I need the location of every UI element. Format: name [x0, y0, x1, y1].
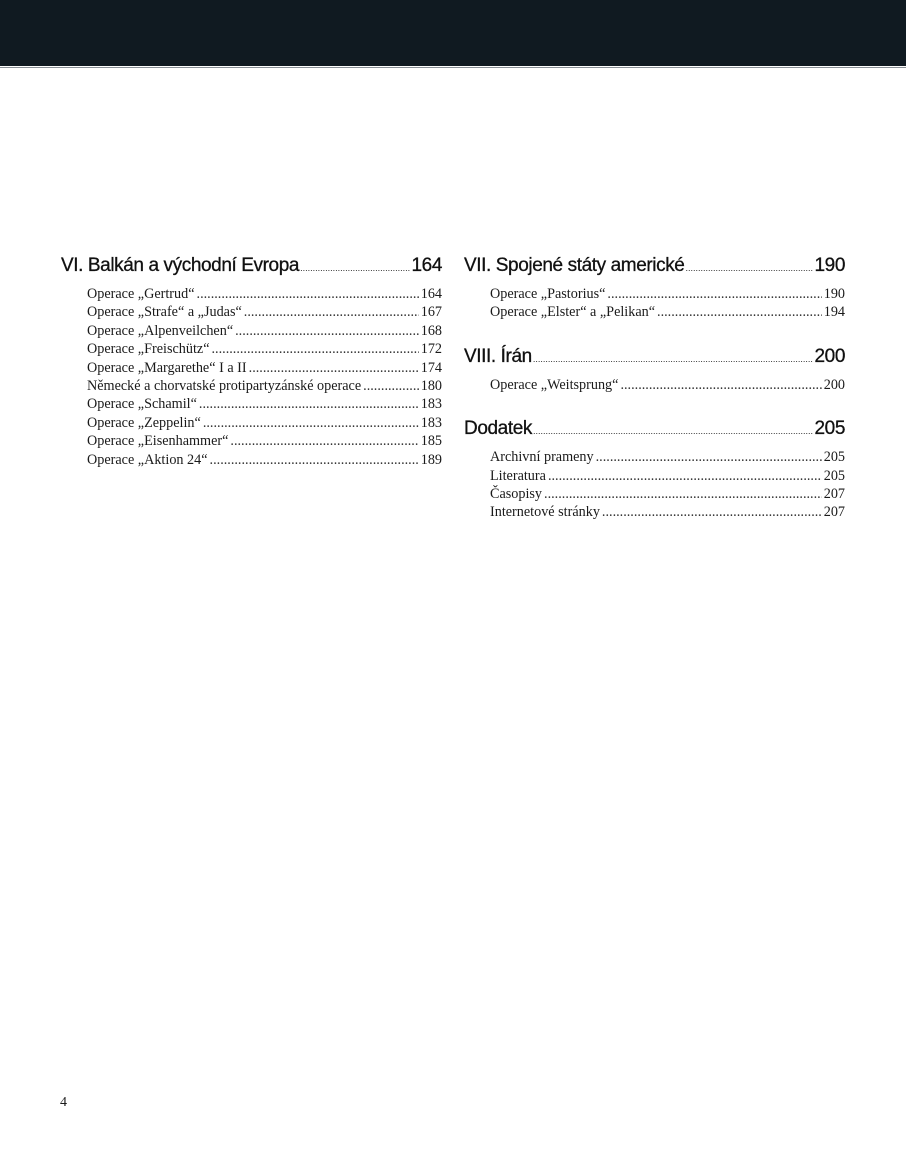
entry-page-number: 168 [420, 322, 442, 339]
toc-entry[interactable] [87, 395, 442, 413]
toc-section [464, 345, 845, 394]
entry-list [61, 285, 442, 469]
dot-leader [607, 285, 821, 303]
section-heading[interactable] [464, 345, 845, 371]
toc-entry[interactable] [490, 285, 845, 303]
entry-title: Časopisy [490, 486, 543, 503]
entry-title: Operace „Zeppelin“ [87, 414, 201, 431]
toc-entry[interactable] [490, 303, 845, 321]
dot-leader [620, 376, 821, 394]
toc-entry[interactable] [87, 451, 442, 469]
entry-list [464, 448, 845, 522]
dot-leader [203, 414, 419, 432]
dot-leader [212, 340, 419, 358]
dot-leader [533, 347, 814, 371]
section-title: Dodatek [464, 418, 532, 440]
toc-entry[interactable] [490, 485, 845, 503]
entry-page-number: 189 [420, 451, 442, 468]
entry-page-number: 180 [420, 378, 442, 395]
toc-entry[interactable] [87, 414, 442, 432]
toc-entry[interactable] [490, 467, 845, 485]
entry-page-number: 164 [420, 286, 442, 302]
section-title: VI. Balkán a východní Evropa [61, 255, 300, 276]
entry-title: Archivní prameny [490, 449, 594, 466]
toc-section [464, 417, 845, 522]
section-page-number: 200 [814, 345, 845, 367]
toc-entry[interactable] [490, 448, 845, 466]
entry-title: Operace „Gertrud“ [87, 286, 195, 302]
header-divider [0, 67, 906, 68]
toc-section [61, 254, 442, 469]
entry-title: Operace „Strafe“ a „Judas“ [87, 304, 242, 321]
toc-entry[interactable] [87, 359, 442, 377]
toc-entry[interactable] [87, 432, 442, 450]
entry-page-number: 205 [823, 467, 845, 484]
dot-leader [300, 256, 410, 280]
entry-page-number: 200 [823, 376, 845, 393]
section-page-number: 164 [411, 255, 442, 276]
entry-page-number: 205 [823, 449, 845, 466]
toc-entry[interactable] [490, 503, 845, 521]
entry-page-number: 172 [420, 341, 442, 358]
section-heading[interactable] [464, 417, 845, 443]
dot-leader [210, 451, 419, 469]
section-page-number: 205 [814, 418, 845, 440]
entry-title: Operace „Elster“ a „Pelikan“ [490, 304, 656, 321]
dot-leader [197, 285, 419, 303]
dot-leader [230, 432, 418, 450]
toc-section [464, 254, 845, 322]
toc-right-column [464, 254, 845, 522]
entry-title: Operace „Weitsprung“ [490, 376, 619, 393]
toc-entry[interactable] [87, 322, 442, 340]
dot-leader [657, 303, 822, 321]
dot-leader [199, 395, 419, 413]
entry-title: Operace „Schamil“ [87, 396, 197, 413]
entry-title: Německé a chorvatské protipartyzánské operace [87, 378, 362, 395]
dot-leader [363, 377, 419, 395]
entry-page-number: 207 [823, 504, 845, 521]
entry-title: Operace „Alpenveilchen“ [87, 322, 234, 339]
section-heading[interactable] [464, 254, 845, 280]
entry-page-number: 174 [420, 359, 442, 376]
entry-page-number: 185 [420, 433, 442, 450]
entry-title: Operace „Aktion 24“ [87, 451, 208, 468]
entry-page-number: 183 [420, 396, 442, 413]
dot-leader [533, 419, 814, 443]
dot-leader [244, 303, 419, 321]
dot-leader [249, 359, 419, 377]
toc-entry[interactable] [87, 340, 442, 358]
section-title: VIII. Írán [464, 345, 532, 367]
dot-leader [596, 448, 822, 466]
dot-leader [685, 256, 813, 280]
entry-list [464, 285, 845, 322]
entry-page-number: 167 [420, 304, 442, 321]
section-heading[interactable] [61, 254, 442, 280]
entry-page-number: 183 [420, 414, 442, 431]
toc-entry[interactable] [87, 285, 442, 303]
section-page-number: 190 [814, 255, 845, 276]
dot-leader [235, 322, 419, 340]
dot-leader [602, 503, 822, 521]
entry-title: Literatura [490, 467, 546, 484]
entry-title: Operace „Freischütz“ [87, 341, 210, 358]
header-bar [0, 0, 906, 66]
entry-page-number: 194 [823, 304, 845, 321]
section-title: VII. Spojené státy americké [464, 255, 685, 276]
entry-title: Internetové stránky [490, 504, 600, 521]
entry-list [464, 376, 845, 394]
entry-title: Operace „Margarethe“ I a II [87, 359, 247, 376]
dot-leader [548, 467, 822, 485]
entry-page-number: 190 [823, 286, 845, 302]
toc-left-column [61, 254, 442, 469]
toc-entry[interactable] [87, 303, 442, 321]
dot-leader [544, 485, 822, 503]
page-number: 4 [60, 1095, 67, 1110]
toc-entry[interactable] [490, 376, 845, 394]
entry-page-number: 207 [823, 486, 845, 503]
toc-entry[interactable] [87, 377, 442, 395]
entry-title: Operace „Pastorius“ [490, 286, 606, 302]
entry-title: Operace „Eisenhammer“ [87, 433, 229, 450]
